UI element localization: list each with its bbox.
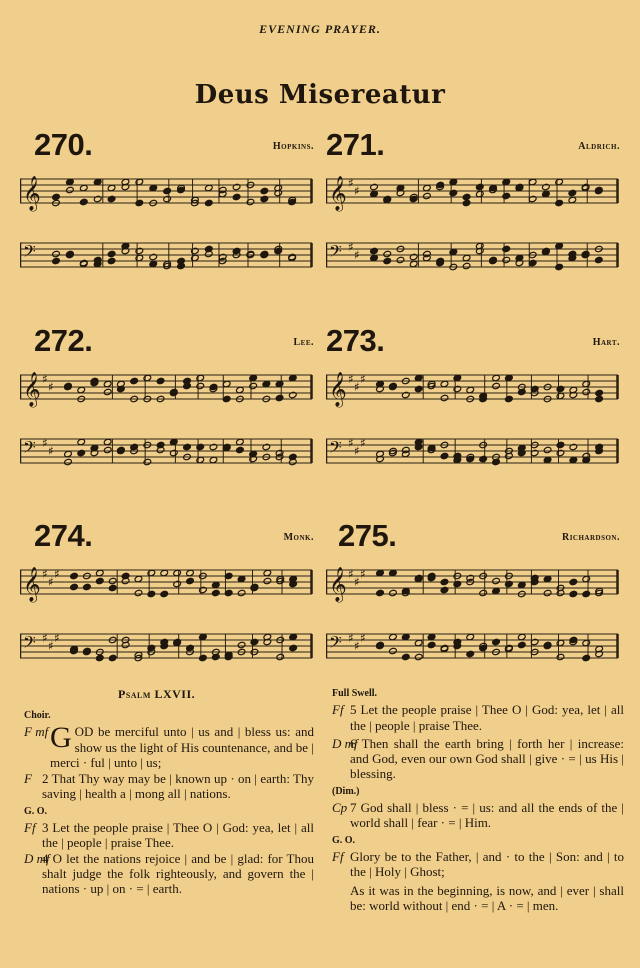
note-head — [479, 589, 488, 596]
verse-5 — [332, 702, 624, 733]
music-score — [20, 165, 314, 285]
note-head — [370, 247, 379, 254]
verse-3 — [24, 820, 314, 851]
note-head — [276, 653, 285, 660]
drop-cap: G — [50, 721, 72, 755]
note-head — [107, 250, 116, 257]
note-head — [556, 385, 565, 392]
note-head — [555, 199, 564, 206]
note-head — [466, 650, 475, 657]
note-head — [440, 586, 449, 593]
sharp-sign: ♯ — [348, 436, 354, 450]
dynamic-mark: Ff — [332, 848, 344, 864]
sharp-sign: ♯ — [360, 436, 366, 450]
note-head — [163, 195, 172, 202]
note-head — [453, 580, 462, 587]
verse-8 — [332, 849, 624, 880]
great-organ-label: G. O. — [332, 834, 356, 846]
verse-text: 7 God shall | bless · = | us: and all the ends of the | world shall | fear · = | Him. — [350, 800, 624, 831]
note-head — [543, 589, 552, 596]
note-head — [389, 647, 398, 654]
verse-6 — [332, 736, 624, 782]
sharp-sign: ♯ — [42, 567, 48, 581]
note-head — [502, 192, 511, 199]
note-head — [134, 589, 143, 596]
right-text-column — [332, 684, 624, 913]
note-head — [212, 589, 221, 596]
note-head — [199, 654, 208, 661]
treble-clef: 𝄞 — [23, 372, 41, 407]
sharp-sign: ♯ — [348, 176, 354, 190]
verse-7 — [332, 800, 624, 831]
hymn-274 — [20, 518, 320, 688]
hymn-composer: Richardson. — [561, 532, 620, 543]
note-head — [376, 589, 385, 596]
great-organ-label: G. O. — [24, 805, 48, 817]
sharp-sign: ♯ — [348, 240, 354, 254]
hymn-composer: Lee. — [293, 337, 314, 348]
note-head — [236, 446, 245, 453]
note-head — [135, 199, 144, 206]
music-score — [20, 361, 314, 481]
note-head — [568, 189, 577, 196]
sharp-sign: ♯ — [354, 184, 360, 198]
sharp-sign: ♯ — [42, 372, 48, 386]
note-head — [77, 449, 86, 456]
bass-clef: 𝄢 — [23, 437, 36, 461]
hymn-271 — [326, 127, 626, 297]
sharp-sign: ♯ — [42, 631, 48, 645]
note-head — [383, 257, 392, 264]
note-head — [183, 443, 192, 450]
note-head — [147, 590, 156, 597]
note-head — [449, 189, 458, 196]
note-head — [96, 654, 105, 661]
note-head — [502, 245, 511, 252]
note-head — [260, 195, 269, 202]
note-head — [149, 253, 158, 260]
hymn-number: 271. — [326, 127, 385, 162]
hymn-273 — [326, 323, 626, 493]
note-head — [70, 583, 79, 590]
sharp-sign: ♯ — [54, 567, 60, 581]
note-head — [249, 382, 258, 389]
note-head — [260, 187, 269, 194]
note-head — [205, 199, 214, 206]
note-head — [135, 247, 144, 254]
note-head — [542, 183, 551, 190]
note-head — [64, 458, 73, 465]
note-head — [582, 388, 591, 395]
note-head — [569, 578, 578, 585]
verse-text: OD be merciful unto | us and | bless us: and show us the light of His countenance, and be | merci · ful | unto | us; — [50, 724, 314, 770]
note-head — [196, 382, 205, 389]
verse-2 — [24, 771, 314, 802]
left-text-column — [24, 706, 314, 897]
verse-text: 4 O let the nations rejoice | and be | glad: for Thou shalt judge the folk righteously, and govern the | nations · up | on · = | earth. — [42, 850, 314, 897]
sharp-sign: ♯ — [360, 372, 366, 386]
dynamic-mark: Ff — [332, 702, 344, 718]
sharp-sign: ♯ — [360, 631, 366, 645]
note-head — [462, 199, 471, 206]
note-head — [108, 577, 117, 584]
verse-1 — [24, 721, 314, 770]
note-head — [402, 653, 411, 660]
note-head — [246, 198, 255, 205]
note-head — [440, 578, 449, 585]
note-head — [83, 583, 92, 590]
bass-clef: 𝄢 — [23, 632, 36, 656]
bass-clef: 𝄢 — [329, 437, 342, 461]
sharp-sign: ♯ — [48, 380, 54, 394]
note-head — [556, 441, 565, 448]
verse-4 — [24, 851, 314, 897]
note-head — [518, 641, 527, 648]
treble-clef: 𝄞 — [329, 372, 347, 407]
note-head — [462, 262, 471, 269]
note-head — [263, 577, 272, 584]
note-head — [582, 654, 591, 661]
sharp-sign: ♯ — [54, 631, 60, 645]
music-score — [20, 556, 314, 676]
note-head — [453, 385, 462, 392]
sharp-sign: ♯ — [42, 436, 48, 450]
verse-text: Glory be to the Father, | and · to the | Son: and | to the | Holy | Ghost; — [350, 848, 624, 880]
sharp-sign: ♯ — [354, 380, 360, 394]
dynamic-mark: F — [24, 771, 32, 787]
note-head — [160, 590, 169, 597]
full-swell-label: Full Swell. — [332, 688, 378, 699]
note-head — [232, 193, 241, 200]
hymn-number: 270. — [34, 127, 93, 162]
dynamic-mark: D mf — [24, 850, 50, 866]
verse-9 — [332, 883, 624, 914]
treble-clef: 𝄞 — [23, 176, 41, 211]
note-head — [163, 187, 172, 194]
hymn-number: 274. — [34, 518, 93, 553]
choir-label: Choir. — [24, 710, 51, 721]
music-score — [326, 361, 620, 481]
note-head — [289, 391, 298, 398]
hymn-number: 272. — [34, 323, 93, 358]
dynamic-mark: Cp — [332, 800, 348, 816]
note-head — [556, 653, 565, 660]
dynamic-mark: D mf — [332, 735, 358, 751]
sharp-sign: ♯ — [348, 631, 354, 645]
note-head — [505, 580, 514, 587]
note-head — [52, 250, 61, 257]
hymn-275 — [326, 518, 626, 688]
note-head — [556, 449, 565, 456]
treble-clef: 𝄞 — [23, 567, 41, 602]
verse-text: 6 Then shall the earth bring | forth her | increase: and God, even our own God shall | give · = | us His | blessing. — [350, 735, 624, 782]
note-head — [52, 193, 61, 200]
note-head — [505, 395, 514, 402]
note-head — [173, 580, 182, 587]
bass-clef: 𝄢 — [23, 241, 36, 265]
sharp-sign: ♯ — [48, 444, 54, 458]
treble-clef: 𝄞 — [329, 567, 347, 602]
note-head — [414, 385, 423, 392]
bass-clef: 𝄢 — [329, 632, 342, 656]
note-head — [107, 195, 116, 202]
note-head — [186, 577, 195, 584]
hymn-composer: Aldrich. — [578, 141, 620, 152]
note-head — [555, 263, 564, 270]
sharp-sign: ♯ — [354, 444, 360, 458]
note-head — [199, 586, 208, 593]
note-head — [289, 644, 298, 651]
note-head — [402, 391, 411, 398]
verse-text: 5 Let the people praise | Thee O | God: yea, let | all the | people | praise Thee. — [350, 702, 624, 733]
note-head — [156, 377, 165, 384]
note-head — [143, 458, 152, 465]
note-head — [191, 247, 200, 254]
dynamic-mark: F mf — [24, 724, 49, 740]
note-head — [93, 195, 102, 202]
note-head — [492, 382, 501, 389]
note-head — [130, 377, 139, 384]
hymn-composer: Monk. — [283, 532, 314, 543]
verse-text: 3 Let the people praise | Thee O | God: yea, let | all the | people | praise Thee. — [42, 820, 314, 851]
verse-text: As it was in the beginning, is now, and | ever | shall be: world without | end · = | A · = | men. — [350, 882, 624, 913]
note-head — [250, 638, 259, 645]
note-head — [569, 590, 578, 597]
sharp-sign: ♯ — [348, 567, 354, 581]
running-header: EVENING PRAYER. — [259, 22, 381, 36]
verse-text: 2 That Thy way may be | known up · on | earth: Thy saving | health a | mong all | nations. — [42, 771, 314, 802]
note-head — [414, 653, 423, 660]
dynamic-mark: Ff — [24, 820, 36, 836]
treble-clef: 𝄞 — [329, 176, 347, 211]
note-head — [427, 641, 436, 648]
note-head — [103, 446, 112, 453]
hymn-composer: Hopkins. — [272, 141, 314, 152]
sharp-sign: ♯ — [48, 639, 54, 653]
note-head — [476, 183, 485, 190]
page-title: Deus Misereatur — [194, 80, 446, 110]
note-head — [595, 389, 604, 396]
note-head — [237, 589, 246, 596]
sharp-sign: ♯ — [360, 567, 366, 581]
sharp-sign: ♯ — [354, 639, 360, 653]
note-head — [569, 443, 578, 450]
note-head — [440, 452, 449, 459]
note-head — [409, 253, 418, 260]
hymn-number: 275. — [338, 518, 397, 553]
note-head — [543, 446, 552, 453]
note-head — [423, 192, 432, 199]
note-head — [492, 577, 501, 584]
note-head — [209, 443, 218, 450]
bass-clef: 𝄢 — [329, 241, 342, 265]
note-head — [370, 183, 379, 190]
sharp-sign: ♯ — [354, 248, 360, 262]
hymn-272 — [20, 323, 320, 493]
note-head — [275, 394, 284, 401]
note-head — [462, 193, 471, 200]
note-head — [103, 388, 112, 395]
note-head — [492, 638, 501, 645]
note-head — [582, 590, 591, 597]
note-head — [170, 449, 179, 456]
sharp-sign: ♯ — [354, 575, 360, 589]
hymn-270 — [20, 127, 320, 297]
music-score — [326, 165, 620, 285]
sharp-sign: ♯ — [348, 372, 354, 386]
note-head — [232, 183, 241, 190]
note-head — [396, 256, 405, 263]
note-head — [96, 577, 105, 584]
hymn-composer: Hart. — [592, 337, 620, 348]
note-head — [262, 443, 271, 450]
note-head — [108, 654, 117, 661]
note-head — [52, 257, 61, 264]
note-head — [389, 589, 398, 596]
note-head — [237, 641, 246, 648]
diminuendo-label: (Dim.) — [332, 785, 360, 797]
note-head — [66, 186, 75, 193]
note-head — [595, 256, 604, 263]
note-head — [107, 257, 116, 264]
note-head — [70, 572, 79, 579]
note-head — [502, 256, 511, 263]
note-head — [595, 395, 604, 402]
note-head — [80, 198, 89, 205]
note-head — [196, 443, 205, 450]
psalm-heading: Psalm LXVII. — [118, 687, 196, 701]
hymn-number: 273. — [326, 323, 385, 358]
sharp-sign: ♯ — [48, 575, 54, 589]
note-head — [108, 584, 117, 591]
note-head — [479, 455, 488, 462]
note-head — [383, 250, 392, 257]
music-score — [326, 556, 620, 676]
note-head — [440, 394, 449, 401]
